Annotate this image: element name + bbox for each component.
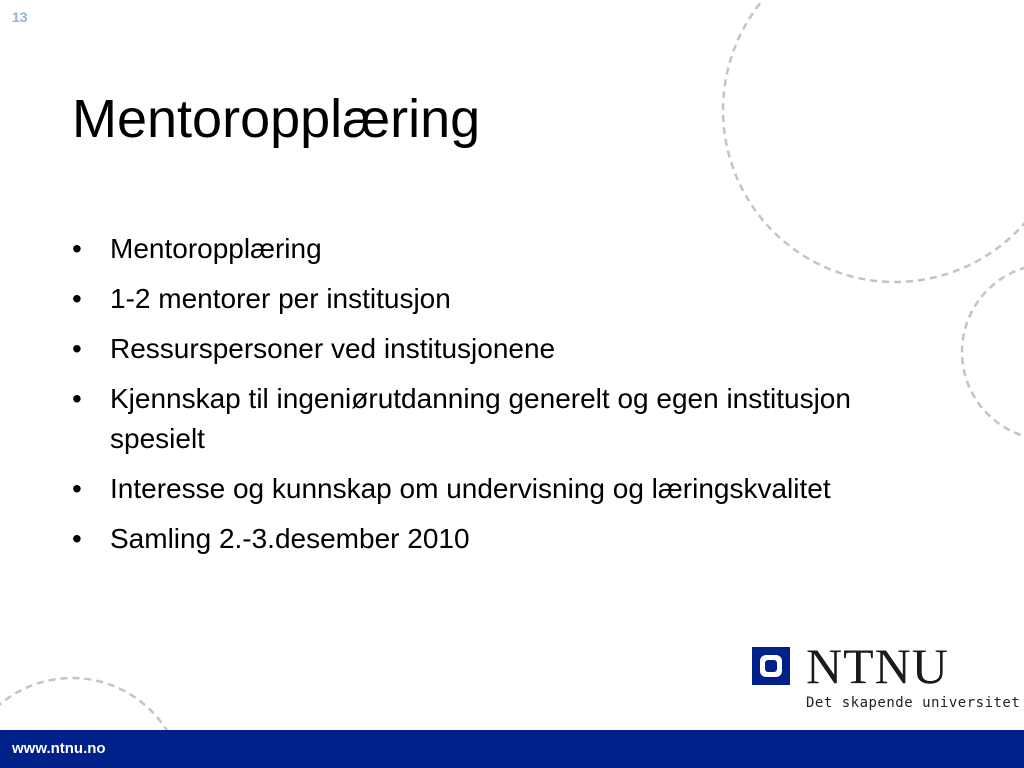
- bullet-text: Mentoropplæring: [110, 233, 322, 264]
- bullet-marker: •: [72, 283, 82, 314]
- bullet-item: [72, 379, 882, 459]
- bullet-text: Ressurspersoner ved institusjonene: [110, 333, 556, 364]
- bullet-marker: •: [72, 233, 82, 264]
- bullet-list: [72, 229, 882, 569]
- bullet-text: Samling 2.-3.desember 2010: [110, 523, 470, 554]
- bullet-text: 1-2 mentorer per institusjon: [110, 283, 451, 314]
- bullet-text: Kjennskap til ingeniørutdanning generelt og egen institusjon spesielt: [110, 383, 851, 454]
- bullet-item: [72, 279, 882, 319]
- footer-bar: [0, 730, 1024, 768]
- slide-number: 13: [12, 9, 28, 25]
- bullet-item: [72, 469, 882, 509]
- bullet-item: [72, 329, 882, 369]
- bullet-item: [72, 229, 882, 269]
- bullet-marker: •: [72, 523, 82, 554]
- ntnu-logo: [752, 638, 1021, 718]
- ntnu-tagline: Det skapende universitet: [806, 695, 1021, 711]
- bullet-marker: •: [72, 383, 82, 414]
- footer-url: www.ntnu.no: [12, 740, 106, 757]
- ntnu-logo-mark-icon: [752, 647, 790, 685]
- slide-title: Mentoropplæring: [72, 89, 481, 149]
- bullet-text: Interesse og kunnskap om undervisning og læringskvalitet: [110, 473, 831, 504]
- bullet-item: [72, 519, 882, 559]
- dashed-circle-right: [962, 264, 1024, 440]
- bullet-marker: •: [72, 473, 82, 504]
- bullet-marker: •: [72, 333, 82, 364]
- ntnu-wordmark: NTNU: [806, 638, 949, 694]
